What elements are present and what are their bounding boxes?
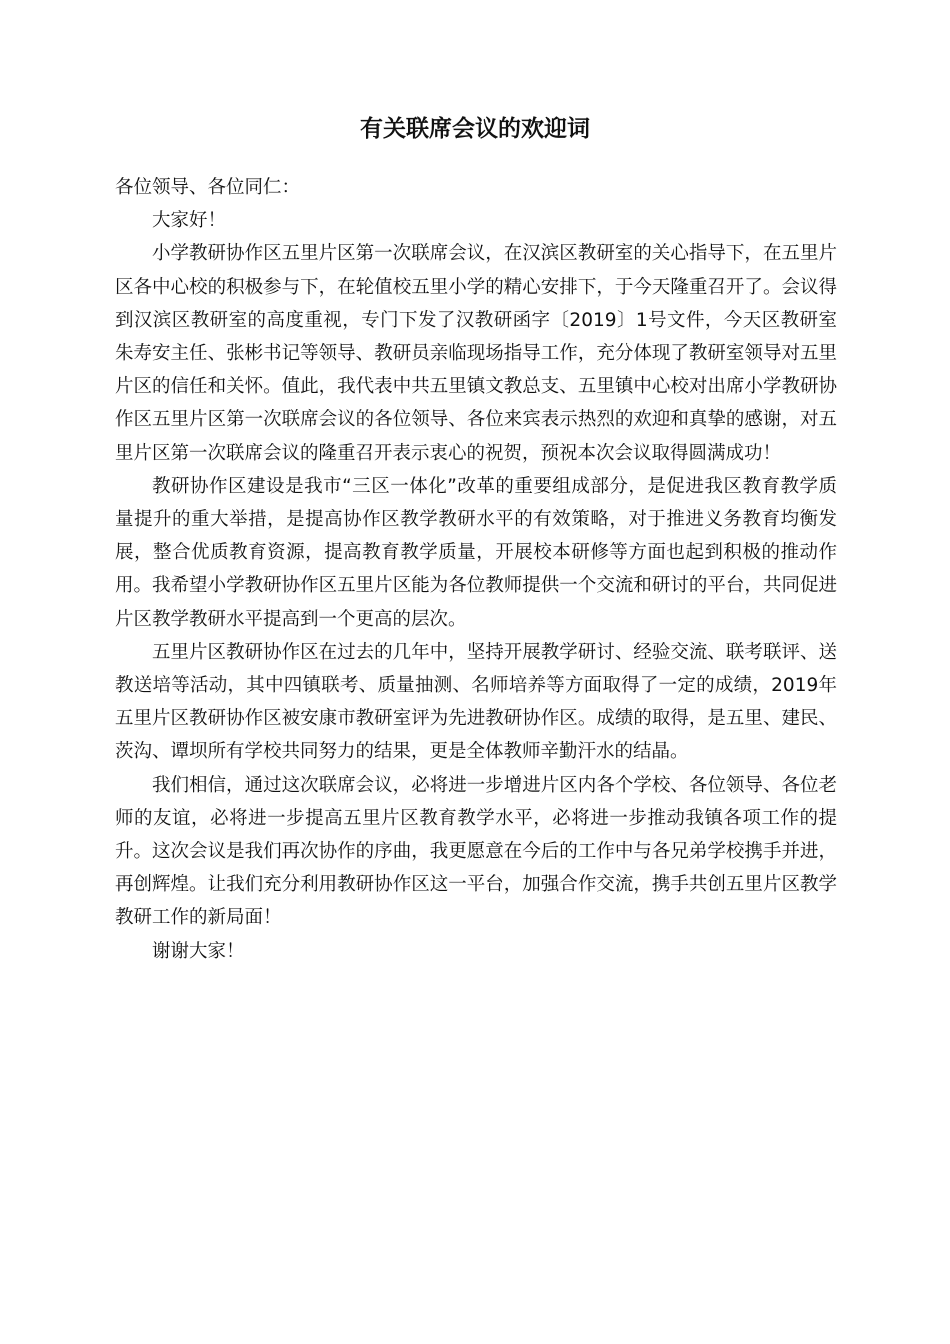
closing: 谢谢大家！ bbox=[152, 940, 245, 962]
greeting: 大家好！ bbox=[152, 210, 227, 232]
document-title: 有关联席会议的欢迎词 bbox=[360, 116, 590, 142]
salutation: 各位领导、各位同仁： bbox=[115, 177, 301, 198]
paragraph-outlook: 我们相信，通过这次联席会议，必将进一步增进片区内各个学校、各位领导、各位老师的友谊，必将进一步提高五里片区教育教学水平，必将进一步推动我镇各项工作的提升。这次会议是我们再次协作的序曲，我更愿意在今后的工作中与各兄弟学校携手并进，再创辉煌。让我们充分利用教研协作区这一平台，加强合作交流，携手共创五里片区教学教研工作的新局面！ bbox=[115, 774, 837, 929]
paragraph-opening: 小学教研协作区五里片区第一次联席会议，在汉滨区教研室的关心指导下，在五里片区各中心校的积极参与下，在轮值校五里小学的精心安排下，于今天隆重召开了。会议得到汉滨区教研室的高度重视，专门下发了汉教研函字〔2019〕1号文件，今天区教研室朱寿安主任、张彬书记等领导、教研员亲临现场指导工作，充分体现了教研室领导对五里片区的信任和关怀。值此，我代表中共五里镇文教总支、五里镇中心校对出席小学教研协作区五里片区第一次联席会议的各位领导、各位来宾表示热烈的欢迎和真挚的感谢，对五里片区第一次联席会议的隆重召开表示衷心的祝贺，预祝本次会议取得圆满成功！ bbox=[115, 243, 837, 464]
paragraph-achievements: 五里片区教研协作区在过去的几年中，坚持开展教学研讨、经验交流、联考联评、送教送培等活动，其中四镇联考、质量抽测、名师培养等方面取得了一定的成绩，2019年五里片区教研协作区被安康市教研室评为先进教研协作区。成绩的取得，是五里、建民、茨沟、谭坝所有学校共同努力的结果，更是全体教师辛勤汗水的结晶。 bbox=[115, 641, 837, 763]
paragraph-importance: 教研协作区建设是我市“三区一体化”改革的重要组成部分，是促进我区教育教学质量提升的重大举措，是提高协作区教学教研水平的有效策略，对于推进义务教育均衡发展，整合优质教育资源，提高教育教学质量，开展校本研修等方面也起到积极的推动作用。我希望小学教研协作区五里片区能为各位教师提供一个交流和研讨的平台，共同促进片区教学教研水平提高到一个更高的层次。 bbox=[115, 475, 837, 630]
document-body bbox=[115, 171, 837, 968]
